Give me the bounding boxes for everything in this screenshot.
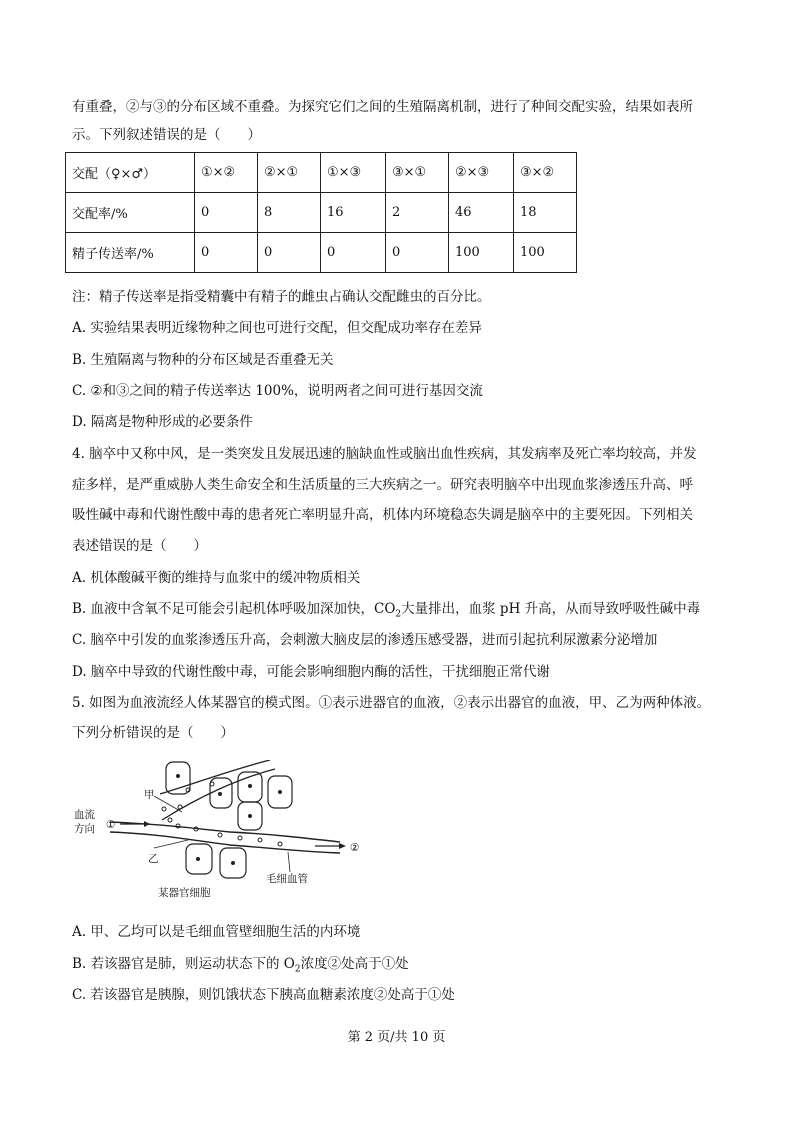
cell-nucleus [248,814,252,818]
blood-cell [278,842,282,846]
q4-stem-line-3: 吸性碱中毒和代谢性酸中毒的患者死亡率明显升高，机体内环境稳态失调是脑卒中的主要死因。下列相关 [72,507,693,523]
label-out: ② [350,842,360,854]
table-cell: 0 [386,233,449,273]
blood-cells [162,782,282,846]
table-header-cell: ②×③ [449,153,514,193]
intro-line-2: 示。下列叙述错误的是（ ） [72,127,261,143]
blood-cell [168,818,172,822]
capillary-leader-line [288,852,290,872]
cell-nucleus [218,792,222,796]
table-cell: 精子传送率/% [66,233,195,273]
jia-leader-line [154,796,182,812]
q5-option-c: C. 若该器官是胰腺，则饥饿状态下胰高血糖素浓度②处高于①处 [72,987,455,1003]
capillary-bottom-wall [110,832,340,853]
q3-option-a: A. 实验结果表明近缘物种之间也可进行交配，但交配成功率存在差异 [72,320,482,336]
table-header-cell: ①×② [195,153,258,193]
table-cell: 16 [321,193,386,233]
q3-option-c: C. ②和③之间的精子传送率达 100%，说明两者之间可进行基因交流 [72,383,483,399]
page-footer: 第 2 页/共 10 页 [347,1030,446,1045]
q4-option-c: C. 脑卒中引发的血浆渗透压升高，会刺激大脑皮层的渗透压感受器，进而引起抗利尿激素分泌增加 [72,632,658,648]
blood-cell [258,838,262,842]
q4-option-a: A. 机体酸碱平衡的维持与血浆中的缓冲物质相关 [72,570,361,586]
cell-nucleus [248,784,252,788]
label-jia: 甲 [144,789,155,801]
q4-stem-line-1: 4. 脑卒中又称中风，是一类突发且发展迅速的脑缺血性或脑出血性疾病，其发病率及死亡率均较高，并发 [72,446,697,462]
label-in: ① [106,819,116,831]
cell-nucleus [176,774,180,778]
table-header-cell: ②×① [258,153,321,193]
yi-leader-line [154,840,188,848]
q4-stem-line-4: 表述错误的是（ ） [72,538,207,554]
q5-option-a: A. 甲、乙均可以是毛细血管壁细胞生活的内环境 [72,924,361,940]
intro-line-1: 有重叠，②与③的分布区域不重叠。为探究它们之间的生殖隔离机制，进行了种间交配实验，结果如表所 [72,99,693,115]
table-header-cell: 交配（♀×♂） [66,153,195,193]
table-header-row [66,153,577,193]
label-capillary: 毛细血管 [266,873,308,885]
label-flow-2: 方向 [74,823,95,835]
table-header-cell: ③×② [514,153,577,193]
cell-nucleus [196,857,200,861]
mating-table [65,152,577,273]
inflow-arrow-head [144,821,150,827]
table-header-cell: ①×③ [321,153,386,193]
label-yi: 乙 [148,853,159,865]
q5-stem-line-1: 5. 如图为血液流经人体某器官的模式图。①表示进器官的血液，②表示出器官的血液，甲、乙为两种体液。 [72,695,711,711]
table-note: 注：精子传送率是指受精囊中有精子的雌虫占确认交配雌虫的百分比。 [72,289,491,305]
q4-option-b: B. 血液中含氧不足可能会引起机体呼吸加深加快，$CO_2$大量排出，血浆 pH 升高，从而导致呼吸性碱中毒 [72,601,701,620]
outflow-arrow-head [339,843,346,849]
table-cell: 8 [258,193,321,233]
label-organ-cell: 某器官细胞 [158,887,211,899]
organ-cells [166,762,292,878]
q4-option-d: D. 脑卒中导致的代谢性酸中毒，可能会影响细胞内酶的活性，干扰细胞正常代谢 [72,664,550,680]
table-cell: 100 [514,233,577,273]
blood-flow-diagram [70,760,370,905]
q3-option-b: B. 生殖隔离与物种的分布区域是否重叠无关 [72,352,334,368]
table-cell: 100 [449,233,514,273]
table-cell: 交配率/% [66,193,195,233]
table-header-cell: ③×① [386,153,449,193]
blood-cell [218,833,222,837]
table-cell: 18 [514,193,577,233]
table-cell: 2 [386,193,449,233]
table-cell: 0 [258,233,321,273]
q4-stem-line-2: 症多样，是严重威胁人类生命安全和生活质量的三大疾病之一。研究表明脑卒中出现血浆渗透压升高、呼 [72,477,693,493]
cell-nucleus [231,861,235,865]
label-flow-1: 血流 [74,809,95,821]
table-cell: 0 [195,233,258,273]
blood-cell [238,836,242,840]
q3-option-d: D. 隔离是物种形成的必要条件 [72,414,253,430]
table-row [66,233,577,273]
q5-stem-line-2: 下列分析错误的是（ ） [72,725,234,741]
table-row [66,193,577,233]
cell-nucleus [278,790,282,794]
blood-cell [162,807,166,811]
table-cell: 0 [195,193,258,233]
q5-option-b: B. 若该器官是肺，则运动状态下的 $O_2$浓度②处高于①处 [72,956,409,975]
table-cell: 46 [449,193,514,233]
table-cell: 0 [321,233,386,273]
